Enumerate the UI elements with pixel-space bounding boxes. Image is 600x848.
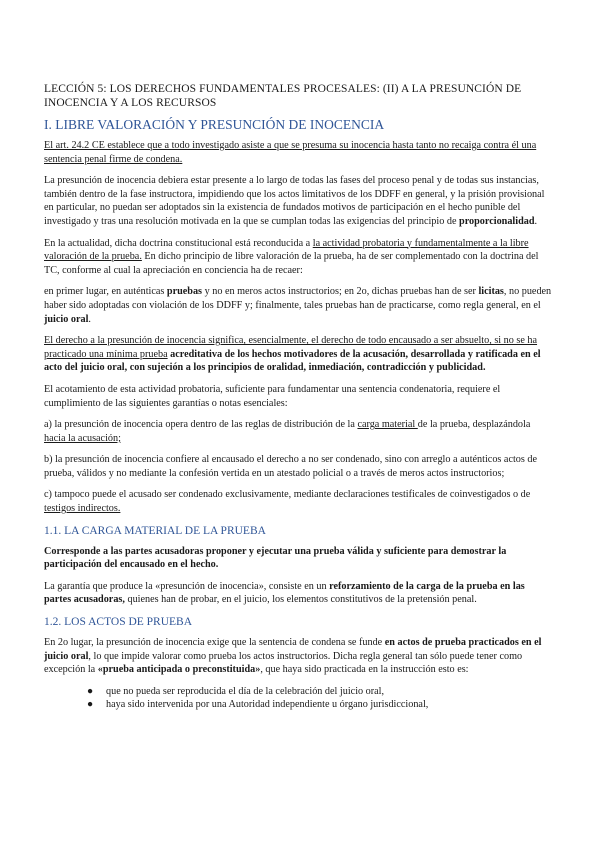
paragraph-evidence-requirements <box>44 285 552 326</box>
section-heading-1-2: 1.2. LOS ACTOS DE PRUEBA <box>44 616 193 629</box>
paragraph-burden <box>44 545 552 572</box>
bold-text: acreditativa de los hechos motivadores de la acusación, desarrollada y ratificada en el acto del juicio oral, con sujeción a los principios de oralidad, inmediación, contradicción y publicidad. <box>44 348 541 374</box>
text-span: de la prueba, desplazándola <box>417 419 531 431</box>
paragraph-art-24 <box>44 139 552 166</box>
underlined-text: carga material <box>357 419 418 431</box>
text-span: en primer lugar, en auténticas <box>44 286 167 298</box>
underlined-text: hacia la acusación; <box>44 432 121 444</box>
paragraph-guarantees-intro: El acotamiento de esta actividad probatoria, suficiente para fundamentar una sentencia condenatoria, requiere el cumplimiento de las siguientes garantías o notas esenciales: <box>44 383 501 409</box>
paragraph-burden-guarantee <box>44 580 552 607</box>
paragraph-guarantee-a <box>44 418 552 445</box>
bold-text: en actos de prueba practicados en el juicio oral <box>44 637 542 662</box>
underlined-text: testigos indirectos. <box>44 503 121 515</box>
bullet-list <box>44 685 552 712</box>
list-item <box>87 685 552 699</box>
bold-text: licitas <box>478 286 504 298</box>
paragraph-presumption-phases <box>44 174 552 228</box>
lesson-title-line-1: LECCIÓN 5: LOS DERECHOS FUNDAMENTALES PROCESALES: (II) A LA PRESUNCIÓN DE <box>44 83 522 95</box>
text-span: a) la presunción de inocencia opera dentro de las reglas de distribución de la <box>44 419 358 431</box>
text-span: quienes han de probar, en el juicio, los elementos constitutivos de la pretensión penal. <box>124 594 477 606</box>
text-span: . <box>534 215 538 227</box>
list-item-text: que no pueda ser reproducida el día de la celebración del juicio oral, <box>106 685 385 697</box>
underlined-text: la actividad probatoria y fundamentalmente a la libre valoración de la prueba. <box>44 237 529 263</box>
paragraph-current-doctrine <box>44 237 552 278</box>
bold-text: proporcionalidad <box>459 215 535 227</box>
lesson-title-line-2: INOCENCIA Y A LOS RECURSOS <box>44 97 217 109</box>
underlined-text: El derecho a la presunción de inocencia significa, esencialmente, el derecho de todo encausado a ser absuelto, si no se ha practicado una mínima prueba <box>44 335 538 360</box>
text-span: c) tampoco puede el acusado ser condenado exclusivamente, mediante declaraciones testificales de coinvestigados o de <box>44 489 531 501</box>
bold-text: Corresponde a las partes acusadoras proponer y ejecutar una prueba válida y suficiente para demostrar la participación del encausado en el hecho. <box>44 545 507 571</box>
document-body <box>44 82 552 712</box>
lesson-title <box>44 82 552 110</box>
paragraph-guarantee-b: b) la presunción de inocencia confiere al encausado el derecho a no ser condenado, sino con arreglo a auténticos actos de prueba, válidos y no mediante la confesión vertida en un atestado policial o a través de meros actos instructorios; <box>44 454 538 479</box>
bold-text: juicio oral <box>44 313 89 325</box>
section-heading-1-1: 1.1. LA CARGA MATERIAL DE LA PRUEBA <box>44 524 266 537</box>
text-span: En 2o lugar, la presunción de inocencia exige que la sentencia de condena se funde <box>44 637 385 649</box>
text-span: La presunción de inocencia debiera estar presente a lo largo de todas las fases del proceso penal y de todas sus instancias, también dentro de la fase instructora, impidiendo que los actos limitativos de los DDFF en general, y la prisión provisional en particular, no puedan ser adoptados sin la existencia de fundados motivos de participación en el hecho punible del investigado y tras una resolución motivada en la que se cumplan todas las exigencias del principio de <box>44 175 545 227</box>
bullet-icon: ● <box>87 699 94 711</box>
section-heading-1: I. LIBRE VALORACIÓN Y PRESUNCIÓN DE INOCENCIA <box>44 117 385 132</box>
text-span: , no pueden haber sido adoptadas con violación de los DDFF y; finalmente, tales pruebas han de practicarse, como regla general, en el <box>44 286 552 311</box>
paragraph-guarantee-c <box>44 488 552 515</box>
bold-text: pruebas <box>166 286 203 298</box>
bold-text: «prueba anticipada o preconstituida» <box>97 664 261 676</box>
text-span: , que haya sido practicada en la instrucción esto es: <box>260 664 469 676</box>
list-item <box>87 698 552 712</box>
paragraph-acts-of-evidence <box>44 636 552 677</box>
paragraph-right-meaning <box>44 334 552 375</box>
text-span: y no en meros actos instructorios; en 2o, dichas pruebas han de ser <box>202 286 479 298</box>
list-item-text: haya sido intervenida por una Autoridad independiente u órgano jurisdiccional, <box>106 699 429 711</box>
text-span: En la actualidad, dicha doctrina constitucional está reconducida a <box>44 237 313 249</box>
text-span: . <box>88 313 91 325</box>
text-span: En dicho principio de libre valoración de la prueba, ha de ser complementado con la doctrina del TC, conforme al cual la apreciación en conciencia ha de recaer: <box>44 251 539 276</box>
bold-text: reforzamiento de la carga de la prueba en las partes acusadoras, <box>44 580 525 606</box>
underlined-text: El art. 24.2 CE establece que a todo investigado asiste a que se presuma su inocencia hasta tanto no recaiga contra él una sentencia penal firme de condena. <box>44 140 537 165</box>
text-span: La garantía que produce la «presunción de inocencia», consiste en un <box>44 580 330 592</box>
bullet-icon: ● <box>87 685 94 697</box>
text-span: , lo que impide valorar como prueba los actos instructorios. Dicha regla general tan sólo puede tener como excepción la <box>44 650 523 676</box>
